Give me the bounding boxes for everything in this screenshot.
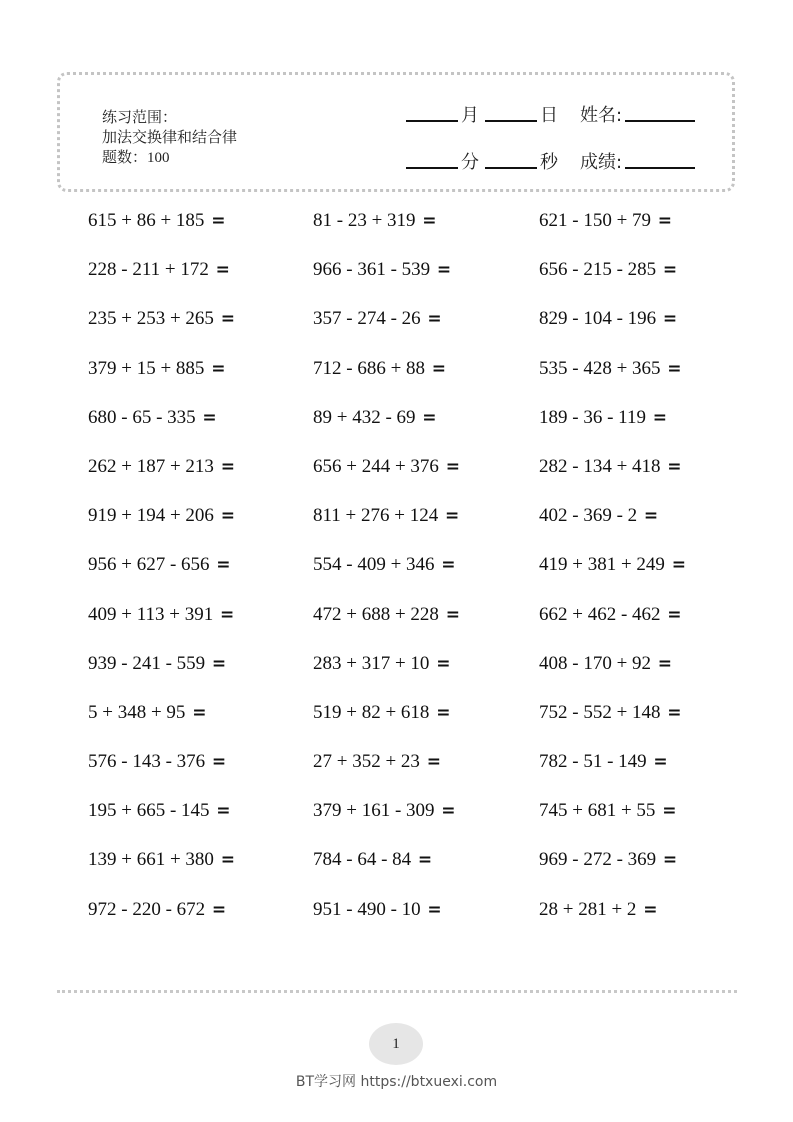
problem-expression: 519 + 82 + 618 bbox=[313, 701, 430, 723]
problem-item bbox=[313, 208, 539, 257]
problem-expression: 656 - 215 - 285 bbox=[539, 259, 657, 281]
equals-sign: = bbox=[202, 407, 217, 428]
problem-expression: 379 + 161 - 309 bbox=[313, 800, 435, 822]
exercise-info bbox=[102, 107, 237, 168]
problem-item bbox=[313, 503, 539, 552]
problem-item bbox=[88, 306, 313, 355]
problem-item bbox=[313, 700, 539, 749]
problem-item bbox=[539, 798, 748, 847]
problem-expression: 782 - 51 - 149 bbox=[539, 751, 647, 773]
problem-expression: 919 + 194 + 206 bbox=[88, 505, 214, 527]
page-number-badge: 1 bbox=[369, 1023, 423, 1065]
problem-item bbox=[313, 405, 539, 454]
equals-sign: = bbox=[215, 260, 230, 281]
equals-sign: = bbox=[422, 407, 437, 428]
problem-expression: 745 + 681 + 55 bbox=[539, 800, 656, 822]
problem-item bbox=[539, 306, 748, 355]
second-blank[interactable] bbox=[485, 166, 537, 169]
problem-item bbox=[88, 257, 313, 306]
problem-expression: 189 - 36 - 119 bbox=[539, 406, 646, 428]
problem-expression: 712 - 686 + 88 bbox=[313, 357, 426, 379]
equals-sign: = bbox=[441, 555, 456, 576]
problem-item bbox=[88, 897, 313, 946]
problem-item bbox=[313, 897, 539, 946]
equals-sign: = bbox=[427, 309, 442, 330]
month-blank[interactable] bbox=[406, 119, 458, 122]
problem-item bbox=[88, 405, 313, 454]
equals-sign: = bbox=[436, 702, 451, 723]
problem-item bbox=[539, 552, 748, 601]
problem-item bbox=[88, 552, 313, 601]
problem-expression: 615 + 86 + 185 bbox=[88, 210, 205, 231]
problem-item bbox=[88, 700, 313, 749]
problem-item bbox=[313, 552, 539, 601]
problem-item bbox=[88, 651, 313, 700]
equals-sign: = bbox=[667, 456, 682, 477]
problem-expression: 282 - 134 + 418 bbox=[539, 455, 661, 477]
problem-item bbox=[88, 847, 313, 896]
problem-item bbox=[539, 847, 748, 896]
problem-item bbox=[313, 798, 539, 847]
problem-expression: 969 - 272 - 369 bbox=[539, 849, 657, 871]
problem-item bbox=[539, 651, 748, 700]
problem-item bbox=[539, 602, 748, 651]
equals-sign: = bbox=[436, 260, 452, 281]
problem-expression: 576 - 143 - 376 bbox=[88, 751, 206, 773]
problem-item bbox=[313, 454, 539, 503]
equals-sign: = bbox=[662, 309, 678, 330]
problem-item bbox=[88, 454, 313, 503]
problem-item bbox=[539, 356, 748, 405]
problem-expression: 357 - 274 - 26 bbox=[313, 308, 421, 330]
problem-item bbox=[313, 602, 539, 651]
problem-item bbox=[313, 847, 539, 896]
equals-sign: = bbox=[220, 850, 235, 871]
count-label: 题数： bbox=[102, 148, 148, 166]
time-score-row bbox=[406, 148, 695, 174]
equals-sign: = bbox=[220, 506, 235, 527]
day-label: 日 bbox=[540, 105, 558, 126]
equals-sign: = bbox=[657, 653, 673, 674]
problem-expression: 409 + 113 + 391 bbox=[88, 603, 214, 625]
problem-item bbox=[539, 749, 748, 798]
problem-expression: 554 - 409 + 346 bbox=[313, 554, 435, 576]
month-label: 月 bbox=[461, 105, 479, 126]
equals-sign: = bbox=[444, 506, 460, 527]
problem-expression: 195 + 665 - 145 bbox=[88, 800, 210, 822]
range-value: 加法交换律和结合律 bbox=[102, 128, 238, 146]
minute-label: 分 bbox=[461, 152, 479, 173]
problem-item bbox=[539, 700, 748, 749]
equals-sign: = bbox=[426, 752, 441, 773]
problem-expression: 5 + 348 + 95 bbox=[88, 701, 186, 723]
equals-sign: = bbox=[216, 801, 231, 822]
equals-sign: = bbox=[211, 899, 227, 920]
problem-expression: 680 - 65 - 335 bbox=[88, 406, 196, 428]
problem-item bbox=[313, 257, 539, 306]
problem-expression: 379 + 15 + 885 bbox=[88, 357, 205, 379]
problem-grid bbox=[88, 208, 748, 946]
count-line bbox=[102, 147, 237, 168]
second-label: 秒 bbox=[540, 152, 558, 173]
equals-sign: = bbox=[427, 899, 442, 920]
problem-expression: 139 + 661 + 380 bbox=[88, 849, 214, 871]
equals-sign: = bbox=[643, 899, 658, 920]
equals-sign: = bbox=[211, 211, 226, 231]
equals-sign: = bbox=[667, 702, 682, 723]
problem-expression: 262 + 187 + 213 bbox=[88, 455, 214, 477]
equals-sign: = bbox=[662, 801, 677, 822]
problem-item bbox=[313, 651, 539, 700]
range-label: 练习范围： bbox=[102, 108, 178, 126]
problem-expression: 235 + 253 + 265 bbox=[88, 308, 214, 330]
site-footer: BT学习网 https://btxuexi.com bbox=[295, 1074, 498, 1090]
day-blank[interactable] bbox=[485, 119, 537, 122]
page-divider bbox=[57, 990, 737, 993]
problem-expression: 784 - 64 - 84 bbox=[313, 849, 412, 871]
date-name-row bbox=[406, 101, 695, 127]
equals-sign: = bbox=[671, 555, 686, 576]
equals-sign: = bbox=[417, 850, 433, 871]
problem-expression: 283 + 317 + 10 bbox=[313, 652, 430, 674]
problem-expression: 408 - 170 + 92 bbox=[539, 652, 652, 674]
equals-sign: = bbox=[211, 653, 227, 674]
problem-expression: 89 + 432 - 69 bbox=[313, 406, 416, 428]
worksheet-header bbox=[57, 72, 735, 192]
problem-expression: 972 - 220 - 672 bbox=[88, 898, 206, 920]
problem-item bbox=[88, 208, 313, 257]
problem-expression: 28 + 281 + 2 bbox=[539, 898, 637, 920]
problem-item bbox=[313, 749, 539, 798]
problem-item bbox=[539, 503, 748, 552]
equals-sign: = bbox=[220, 309, 235, 330]
problem-item bbox=[313, 306, 539, 355]
problem-expression: 966 - 361 - 539 bbox=[313, 259, 431, 281]
equals-sign: = bbox=[211, 752, 227, 773]
equals-sign: = bbox=[667, 358, 682, 379]
count-value: 100 bbox=[147, 150, 170, 166]
name-label: 姓名: bbox=[580, 105, 623, 126]
problem-expression: 662 + 462 - 462 bbox=[539, 603, 661, 625]
equals-sign: = bbox=[220, 456, 235, 477]
equals-sign: = bbox=[436, 653, 451, 674]
problem-expression: 402 - 369 - 2 bbox=[539, 505, 638, 527]
equals-sign: = bbox=[643, 506, 659, 527]
problem-expression: 419 + 381 + 249 bbox=[539, 554, 665, 576]
problem-expression: 81 - 23 + 319 bbox=[313, 210, 416, 231]
equals-sign: = bbox=[652, 407, 667, 428]
equals-sign: = bbox=[219, 604, 235, 625]
problem-expression: 956 + 627 - 656 bbox=[88, 554, 210, 576]
problem-expression: 472 + 688 + 228 bbox=[313, 603, 439, 625]
problem-item bbox=[88, 356, 313, 405]
problem-expression: 27 + 352 + 23 bbox=[313, 751, 420, 773]
problem-item bbox=[539, 454, 748, 503]
problem-item bbox=[88, 602, 313, 651]
equals-sign: = bbox=[441, 801, 456, 822]
equals-sign: = bbox=[431, 358, 447, 379]
problem-expression: 752 - 552 + 148 bbox=[539, 701, 661, 723]
problem-expression: 811 + 276 + 124 bbox=[313, 505, 439, 527]
equals-sign: = bbox=[667, 604, 682, 625]
equals-sign: = bbox=[211, 358, 226, 379]
problem-item bbox=[88, 749, 313, 798]
equals-sign: = bbox=[192, 702, 207, 723]
problem-expression: 535 - 428 + 365 bbox=[539, 357, 661, 379]
problem-item bbox=[539, 405, 748, 454]
problem-item bbox=[539, 208, 748, 257]
problem-expression: 228 - 211 + 172 bbox=[88, 259, 209, 281]
equals-sign: = bbox=[216, 555, 231, 576]
equals-sign: = bbox=[662, 260, 678, 281]
score-label: 成绩: bbox=[580, 152, 623, 173]
minute-blank[interactable] bbox=[406, 166, 458, 169]
score-blank[interactable] bbox=[625, 166, 695, 169]
equals-sign: = bbox=[445, 604, 460, 625]
equals-sign: = bbox=[662, 850, 678, 871]
equals-sign: = bbox=[657, 211, 673, 231]
problem-expression: 621 - 150 + 79 bbox=[539, 210, 652, 231]
problem-expression: 951 - 490 - 10 bbox=[313, 898, 421, 920]
problem-expression: 939 - 241 - 559 bbox=[88, 652, 206, 674]
problem-item bbox=[539, 257, 748, 306]
problem-item bbox=[88, 503, 313, 552]
equals-sign: = bbox=[422, 211, 437, 231]
problem-item bbox=[313, 356, 539, 405]
equals-sign: = bbox=[445, 456, 460, 477]
problem-expression: 829 - 104 - 196 bbox=[539, 308, 657, 330]
equals-sign: = bbox=[653, 752, 668, 773]
problem-item bbox=[539, 897, 748, 946]
name-blank[interactable] bbox=[625, 119, 695, 122]
problem-item bbox=[88, 798, 313, 847]
problem-expression: 656 + 244 + 376 bbox=[313, 455, 439, 477]
